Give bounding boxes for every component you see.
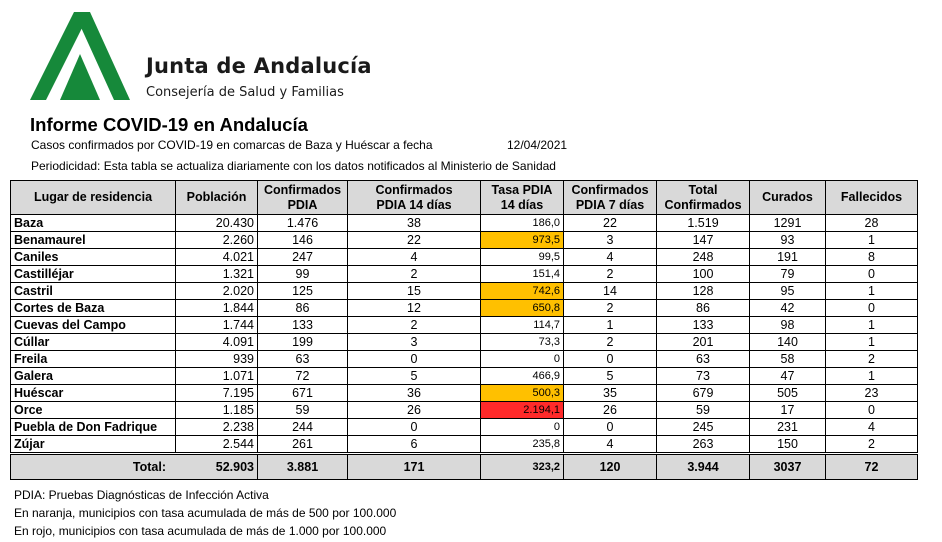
cell-curados: 58 [750, 351, 826, 368]
cell-tasa: 0 [481, 351, 564, 368]
cell-curados: 95 [750, 283, 826, 300]
cell-curados: 191 [750, 249, 826, 266]
cell-conf7: 22 [564, 215, 657, 232]
col-confirmados-line2: PDIA [287, 197, 318, 212]
col-poblacion [176, 181, 258, 215]
cell-lugar: Caniles [11, 249, 176, 266]
col-confirmados-line1: Confirmados [263, 182, 342, 197]
cell-confirmados: 63 [258, 351, 348, 368]
cell-fallecidos: 1 [826, 317, 918, 334]
cell-total: 128 [657, 283, 750, 300]
cell-fallecidos: 0 [826, 402, 918, 419]
cell-total: 73 [657, 368, 750, 385]
table-row [11, 436, 918, 454]
cell-lugar: Puebla de Don Fadrique [11, 419, 176, 436]
cell-tasa: 151,4 [481, 266, 564, 283]
cell-poblacion: 1.744 [176, 317, 258, 334]
cell-fallecidos: 1 [826, 283, 918, 300]
cell-conf7: 3 [564, 232, 657, 249]
report-subtitle: Casos confirmados por COVID-19 en comarcas de Baza y Huéscar a fecha [31, 138, 433, 152]
cell-conf7: 1 [564, 317, 657, 334]
cell-confirmados: 72 [258, 368, 348, 385]
table-row [11, 334, 918, 351]
table-body [11, 215, 918, 454]
col-conf14-line2: PDIA 14 días [376, 197, 452, 212]
cell-poblacion: 1.321 [176, 266, 258, 283]
cell-fallecidos: 1 [826, 232, 918, 249]
cell-poblacion: 1.071 [176, 368, 258, 385]
col-curados-label: Curados [762, 190, 813, 204]
col-tasa-line1: Tasa PDIA [491, 182, 553, 197]
cell-conf14: 3 [348, 334, 481, 351]
cell-conf14: 5 [348, 368, 481, 385]
col-conf14-line1: Confirmados [375, 182, 453, 197]
cell-poblacion: 7.195 [176, 385, 258, 402]
note-orange: En naranja, municipios con tasa acumulada de más de 500 por 100.000 [14, 506, 397, 520]
cell-poblacion: 20.430 [176, 215, 258, 232]
cell-fallecidos: 4 [826, 419, 918, 436]
cell-conf14: 26 [348, 402, 481, 419]
cell-lugar: Freila [11, 351, 176, 368]
cell-conf7: 26 [564, 402, 657, 419]
col-total-line1: Total [688, 182, 718, 197]
table-row [11, 402, 918, 419]
cell-lugar: Galera [11, 368, 176, 385]
cell-confirmados: 86 [258, 300, 348, 317]
cell-lugar: Cúllar [11, 334, 176, 351]
table-totals [11, 454, 918, 480]
table-row [11, 266, 918, 283]
cell-total: 679 [657, 385, 750, 402]
table-row [11, 368, 918, 385]
cell-tasa: 114,7 [481, 317, 564, 334]
cell-tasa: 186,0 [481, 215, 564, 232]
table-row [11, 317, 918, 334]
org-subtitle: Consejería de Salud y Familias [146, 85, 344, 100]
cell-curados: 47 [750, 368, 826, 385]
cell-confirmados: 671 [258, 385, 348, 402]
cell-fallecidos: 2 [826, 436, 918, 454]
table-row [11, 232, 918, 249]
col-curados [750, 181, 826, 215]
cell-confirmados: 247 [258, 249, 348, 266]
col-lugar [11, 181, 176, 215]
cell-conf7: 4 [564, 249, 657, 266]
cell-total: 1.519 [657, 215, 750, 232]
totals-fallecidos: 72 [826, 454, 918, 480]
cell-curados: 42 [750, 300, 826, 317]
cell-lugar: Orce [11, 402, 176, 419]
cell-confirmados: 261 [258, 436, 348, 454]
note-red: En rojo, municipios con tasa acumulada de más de 1.000 por 100.000 [14, 524, 387, 538]
cell-lugar: Cuevas del Campo [11, 317, 176, 334]
cell-conf14: 38 [348, 215, 481, 232]
cell-tasa: 73,3 [481, 334, 564, 351]
table-row [11, 351, 918, 368]
cell-curados: 98 [750, 317, 826, 334]
report-periodicity: Periodicidad: Esta tabla se actualiza diariamente con los datos notificados al Ministerio de Sanidad [31, 159, 556, 173]
cell-tasa: 742,6 [481, 283, 564, 300]
col-lugar-label: Lugar de residencia [33, 190, 153, 204]
cell-total: 245 [657, 419, 750, 436]
totals-total: 3.944 [657, 454, 750, 480]
cell-conf7: 2 [564, 300, 657, 317]
totals-confirmados: 3.881 [258, 454, 348, 480]
note-pdia: PDIA: Pruebas Diagnósticas de Infección Activa [14, 488, 269, 502]
cell-conf7: 2 [564, 266, 657, 283]
cell-confirmados: 133 [258, 317, 348, 334]
cell-total: 147 [657, 232, 750, 249]
cell-fallecidos: 1 [826, 368, 918, 385]
cell-conf14: 36 [348, 385, 481, 402]
report-title: Informe COVID-19 en Andalucía [30, 114, 308, 135]
col-conf7 [564, 181, 657, 215]
cell-lugar: Benamaurel [11, 232, 176, 249]
cell-confirmados: 125 [258, 283, 348, 300]
cell-lugar: Castril [11, 283, 176, 300]
cell-fallecidos: 2 [826, 351, 918, 368]
cell-conf7: 0 [564, 419, 657, 436]
cell-tasa: 973,5 [481, 232, 564, 249]
cell-fallecidos: 28 [826, 215, 918, 232]
totals-row [11, 454, 918, 480]
cell-poblacion: 1.844 [176, 300, 258, 317]
cell-poblacion: 1.185 [176, 402, 258, 419]
cell-conf14: 2 [348, 317, 481, 334]
cell-conf7: 14 [564, 283, 657, 300]
cell-total: 100 [657, 266, 750, 283]
cell-conf7: 4 [564, 436, 657, 454]
cell-total: 63 [657, 351, 750, 368]
table-row [11, 385, 918, 402]
cell-curados: 505 [750, 385, 826, 402]
cell-conf14: 2 [348, 266, 481, 283]
cell-poblacion: 4.021 [176, 249, 258, 266]
col-conf14 [348, 181, 481, 215]
cell-curados: 93 [750, 232, 826, 249]
cell-total: 59 [657, 402, 750, 419]
covid-table [10, 180, 918, 480]
cell-total: 86 [657, 300, 750, 317]
cell-conf14: 22 [348, 232, 481, 249]
cell-fallecidos: 1 [826, 334, 918, 351]
cell-poblacion: 2.238 [176, 419, 258, 436]
totals-label-poblacion-cell [11, 454, 258, 480]
cell-fallecidos: 0 [826, 300, 918, 317]
cell-lugar: Zújar [11, 436, 176, 454]
cell-lugar: Cortes de Baza [11, 300, 176, 317]
col-tasa-line2: 14 días [500, 197, 544, 212]
cell-confirmados: 99 [258, 266, 348, 283]
totals-tasa: 323,2 [481, 454, 564, 480]
col-conf7-line2: PDIA 7 días [575, 197, 645, 212]
cell-curados: 150 [750, 436, 826, 454]
table-row [11, 300, 918, 317]
totals-poblacion: 52.903 [215, 460, 254, 474]
cell-conf14: 6 [348, 436, 481, 454]
cell-tasa: 500,3 [481, 385, 564, 402]
cell-lugar: Baza [11, 215, 176, 232]
cell-tasa: 2.194,1 [481, 402, 564, 419]
cell-tasa: 99,5 [481, 249, 564, 266]
cell-conf7: 5 [564, 368, 657, 385]
junta-andalucia-logo-icon [26, 10, 132, 102]
cell-tasa: 466,9 [481, 368, 564, 385]
cell-confirmados: 59 [258, 402, 348, 419]
cell-conf7: 35 [564, 385, 657, 402]
cell-total: 263 [657, 436, 750, 454]
cell-fallecidos: 8 [826, 249, 918, 266]
cell-fallecidos: 0 [826, 266, 918, 283]
cell-tasa: 0 [481, 419, 564, 436]
table-row [11, 419, 918, 436]
cell-lugar: Huéscar [11, 385, 176, 402]
cell-confirmados: 199 [258, 334, 348, 351]
cell-total: 201 [657, 334, 750, 351]
cell-curados: 79 [750, 266, 826, 283]
cell-lugar: Castilléjar [11, 266, 176, 283]
cell-conf14: 0 [348, 351, 481, 368]
cell-curados: 231 [750, 419, 826, 436]
cell-poblacion: 2.544 [176, 436, 258, 454]
col-tasa [481, 181, 564, 215]
col-conf7-line1: Confirmados [571, 182, 649, 197]
cell-conf7: 0 [564, 351, 657, 368]
cell-poblacion: 4.091 [176, 334, 258, 351]
cell-fallecidos: 23 [826, 385, 918, 402]
col-total [657, 181, 750, 215]
cell-curados: 140 [750, 334, 826, 351]
totals-conf14: 171 [348, 454, 481, 480]
col-total-line2: Confirmados [664, 197, 742, 212]
cell-poblacion: 939 [176, 351, 258, 368]
cell-conf14: 12 [348, 300, 481, 317]
report-date: 12/04/2021 [507, 138, 568, 152]
col-confirmados [258, 181, 348, 215]
cell-curados: 17 [750, 402, 826, 419]
cell-conf7: 2 [564, 334, 657, 351]
cell-tasa: 235,8 [481, 436, 564, 454]
cell-poblacion: 2.260 [176, 232, 258, 249]
table-header [11, 181, 918, 215]
cell-poblacion: 2.020 [176, 283, 258, 300]
totals-label: Total: [132, 460, 166, 474]
totals-conf7: 120 [564, 454, 657, 480]
cell-tasa: 650,8 [481, 300, 564, 317]
cell-confirmados: 1.476 [258, 215, 348, 232]
cell-conf14: 15 [348, 283, 481, 300]
cell-total: 248 [657, 249, 750, 266]
col-fallecidos-label: Fallecidos [840, 190, 903, 204]
footnotes [14, 486, 396, 540]
cell-confirmados: 146 [258, 232, 348, 249]
totals-curados: 3037 [750, 454, 826, 480]
org-name: Junta de Andalucía [146, 54, 372, 78]
table-row [11, 283, 918, 300]
table-row [11, 215, 918, 232]
cell-conf14: 0 [348, 419, 481, 436]
cell-curados: 1291 [750, 215, 826, 232]
cell-conf14: 4 [348, 249, 481, 266]
cell-total: 133 [657, 317, 750, 334]
col-fallecidos [826, 181, 918, 215]
table-row [11, 249, 918, 266]
col-poblacion-label: Población [186, 190, 247, 204]
cell-confirmados: 244 [258, 419, 348, 436]
